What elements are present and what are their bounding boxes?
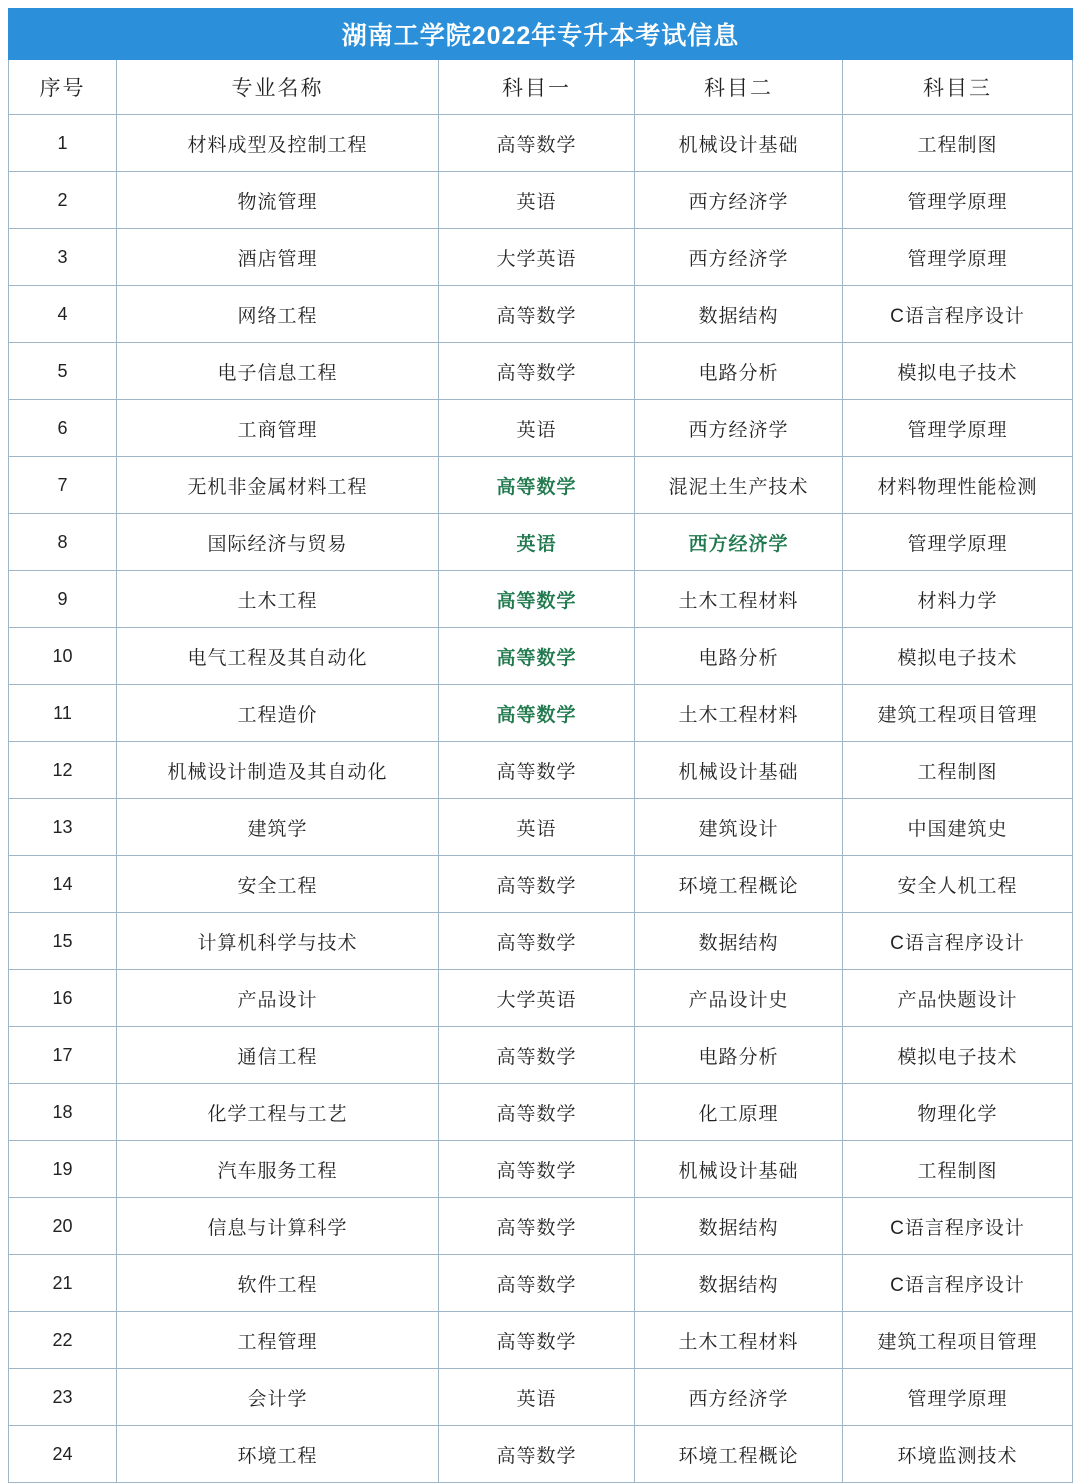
column-header-index: 序号 [9, 60, 117, 115]
cell-subject-3: C语言程序设计 [843, 913, 1073, 970]
cell-subject-2: 土木工程材料 [635, 685, 843, 742]
table-title-row [9, 9, 1073, 60]
cell-subject-2: 西方经济学 [635, 229, 843, 286]
column-header-subject-3: 科目三 [843, 60, 1073, 115]
table-row [9, 1312, 1073, 1369]
cell-subject-1: 高等数学 [439, 742, 635, 799]
table-row [9, 286, 1073, 343]
cell-subject-2: 数据结构 [635, 913, 843, 970]
cell-index: 14 [9, 856, 117, 913]
cell-major: 机械设计制造及其自动化 [117, 742, 439, 799]
table-row [9, 400, 1073, 457]
cell-subject-1: 高等数学 [439, 913, 635, 970]
cell-subject-3: 建筑工程项目管理 [843, 1312, 1073, 1369]
cell-major: 计算机科学与技术 [117, 913, 439, 970]
cell-subject-1: 高等数学 [439, 115, 635, 172]
cell-subject-3: 管理学原理 [843, 400, 1073, 457]
cell-major: 建筑学 [117, 799, 439, 856]
cell-subject-2: 数据结构 [635, 1255, 843, 1312]
cell-index: 8 [9, 514, 117, 571]
cell-subject-2: 建筑设计 [635, 799, 843, 856]
cell-major: 物流管理 [117, 172, 439, 229]
table-row [9, 115, 1073, 172]
cell-subject-2: 电路分析 [635, 1027, 843, 1084]
cell-subject-2: 机械设计基础 [635, 742, 843, 799]
cell-major: 汽车服务工程 [117, 1141, 439, 1198]
cell-subject-1: 高等数学 [439, 628, 635, 685]
cell-major: 化学工程与工艺 [117, 1084, 439, 1141]
table-row [9, 970, 1073, 1027]
cell-index: 1 [9, 115, 117, 172]
cell-subject-3: 物理化学 [843, 1084, 1073, 1141]
cell-subject-1: 高等数学 [439, 571, 635, 628]
cell-subject-2: 混泥土生产技术 [635, 457, 843, 514]
table-row [9, 1141, 1073, 1198]
cell-major: 工商管理 [117, 400, 439, 457]
cell-index: 6 [9, 400, 117, 457]
cell-subject-3: 模拟电子技术 [843, 343, 1073, 400]
page-title: 湖南工学院2022年专升本考试信息 [9, 9, 1073, 60]
column-header-subject-2: 科目二 [635, 60, 843, 115]
cell-major: 网络工程 [117, 286, 439, 343]
table-row [9, 1198, 1073, 1255]
cell-major: 工程管理 [117, 1312, 439, 1369]
cell-subject-1: 高等数学 [439, 457, 635, 514]
cell-index: 3 [9, 229, 117, 286]
cell-major: 信息与计算科学 [117, 1198, 439, 1255]
cell-subject-1: 英语 [439, 799, 635, 856]
table-row [9, 514, 1073, 571]
column-header-subject-1: 科目一 [439, 60, 635, 115]
cell-index: 18 [9, 1084, 117, 1141]
cell-subject-1: 大学英语 [439, 970, 635, 1027]
table-row [9, 571, 1073, 628]
cell-subject-1: 高等数学 [439, 1255, 635, 1312]
cell-subject-2: 西方经济学 [635, 172, 843, 229]
cell-subject-2: 电路分析 [635, 343, 843, 400]
cell-index: 21 [9, 1255, 117, 1312]
cell-major: 土木工程 [117, 571, 439, 628]
cell-major: 酒店管理 [117, 229, 439, 286]
cell-subject-3: 材料物理性能检测 [843, 457, 1073, 514]
cell-subject-3: 管理学原理 [843, 1369, 1073, 1426]
cell-subject-3: 模拟电子技术 [843, 628, 1073, 685]
cell-major: 国际经济与贸易 [117, 514, 439, 571]
cell-subject-2: 数据结构 [635, 1198, 843, 1255]
cell-index: 9 [9, 571, 117, 628]
table-row [9, 742, 1073, 799]
cell-subject-3: 安全人机工程 [843, 856, 1073, 913]
cell-subject-3: 管理学原理 [843, 172, 1073, 229]
table-row [9, 1255, 1073, 1312]
cell-subject-3: 模拟电子技术 [843, 1027, 1073, 1084]
table-row [9, 628, 1073, 685]
cell-index: 4 [9, 286, 117, 343]
cell-index: 16 [9, 970, 117, 1027]
table-row [9, 172, 1073, 229]
cell-subject-3: C语言程序设计 [843, 286, 1073, 343]
cell-subject-1: 英语 [439, 172, 635, 229]
cell-index: 13 [9, 799, 117, 856]
cell-subject-1: 高等数学 [439, 286, 635, 343]
cell-index: 23 [9, 1369, 117, 1426]
cell-major: 会计学 [117, 1369, 439, 1426]
cell-subject-2: 环境工程概论 [635, 1426, 843, 1483]
table-row [9, 457, 1073, 514]
cell-major: 产品设计 [117, 970, 439, 1027]
table-row [9, 1084, 1073, 1141]
cell-major: 材料成型及控制工程 [117, 115, 439, 172]
cell-subject-1: 英语 [439, 1369, 635, 1426]
cell-subject-1: 大学英语 [439, 229, 635, 286]
cell-major: 环境工程 [117, 1426, 439, 1483]
cell-subject-2: 土木工程材料 [635, 571, 843, 628]
cell-subject-1: 高等数学 [439, 1198, 635, 1255]
cell-subject-1: 英语 [439, 400, 635, 457]
cell-subject-3: 材料力学 [843, 571, 1073, 628]
cell-index: 22 [9, 1312, 117, 1369]
cell-subject-1: 高等数学 [439, 343, 635, 400]
cell-major: 无机非金属材料工程 [117, 457, 439, 514]
cell-major: 安全工程 [117, 856, 439, 913]
cell-subject-2: 数据结构 [635, 286, 843, 343]
table-row [9, 229, 1073, 286]
cell-index: 12 [9, 742, 117, 799]
cell-subject-1: 高等数学 [439, 1141, 635, 1198]
cell-index: 19 [9, 1141, 117, 1198]
cell-subject-3: 中国建筑史 [843, 799, 1073, 856]
cell-index: 7 [9, 457, 117, 514]
cell-subject-3: C语言程序设计 [843, 1255, 1073, 1312]
table-row [9, 1027, 1073, 1084]
cell-subject-3: 工程制图 [843, 115, 1073, 172]
cell-index: 24 [9, 1426, 117, 1483]
cell-subject-2: 西方经济学 [635, 400, 843, 457]
cell-index: 5 [9, 343, 117, 400]
table-row [9, 1369, 1073, 1426]
table-row [9, 799, 1073, 856]
cell-subject-2: 环境工程概论 [635, 856, 843, 913]
cell-subject-2: 土木工程材料 [635, 1312, 843, 1369]
cell-subject-1: 高等数学 [439, 1027, 635, 1084]
cell-subject-3: 工程制图 [843, 742, 1073, 799]
cell-subject-3: 产品快题设计 [843, 970, 1073, 1027]
cell-major: 软件工程 [117, 1255, 439, 1312]
cell-index: 2 [9, 172, 117, 229]
cell-subject-2: 机械设计基础 [635, 115, 843, 172]
cell-index: 20 [9, 1198, 117, 1255]
table-header-row [9, 60, 1073, 115]
cell-major: 电气工程及其自动化 [117, 628, 439, 685]
table-row [9, 1426, 1073, 1483]
cell-major: 工程造价 [117, 685, 439, 742]
cell-index: 15 [9, 913, 117, 970]
table-body [9, 115, 1073, 1483]
cell-subject-2: 电路分析 [635, 628, 843, 685]
cell-major: 通信工程 [117, 1027, 439, 1084]
cell-index: 11 [9, 685, 117, 742]
cell-subject-1: 高等数学 [439, 1312, 635, 1369]
table-row [9, 343, 1073, 400]
cell-subject-2: 机械设计基础 [635, 1141, 843, 1198]
cell-subject-2: 化工原理 [635, 1084, 843, 1141]
cell-subject-2: 西方经济学 [635, 514, 843, 571]
cell-subject-2: 产品设计史 [635, 970, 843, 1027]
cell-subject-2: 西方经济学 [635, 1369, 843, 1426]
table-row [9, 913, 1073, 970]
table-row [9, 856, 1073, 913]
cell-subject-1: 高等数学 [439, 1426, 635, 1483]
cell-index: 17 [9, 1027, 117, 1084]
exam-info-table [8, 8, 1073, 1483]
cell-subject-1: 高等数学 [439, 1084, 635, 1141]
cell-subject-1: 高等数学 [439, 856, 635, 913]
cell-subject-3: 管理学原理 [843, 514, 1073, 571]
cell-subject-3: 环境监测技术 [843, 1426, 1073, 1483]
cell-major: 电子信息工程 [117, 343, 439, 400]
cell-subject-3: 建筑工程项目管理 [843, 685, 1073, 742]
table-row [9, 685, 1073, 742]
cell-subject-1: 英语 [439, 514, 635, 571]
cell-index: 10 [9, 628, 117, 685]
cell-subject-3: 工程制图 [843, 1141, 1073, 1198]
cell-subject-3: C语言程序设计 [843, 1198, 1073, 1255]
column-header-major: 专业名称 [117, 60, 439, 115]
cell-subject-1: 高等数学 [439, 685, 635, 742]
cell-subject-3: 管理学原理 [843, 229, 1073, 286]
